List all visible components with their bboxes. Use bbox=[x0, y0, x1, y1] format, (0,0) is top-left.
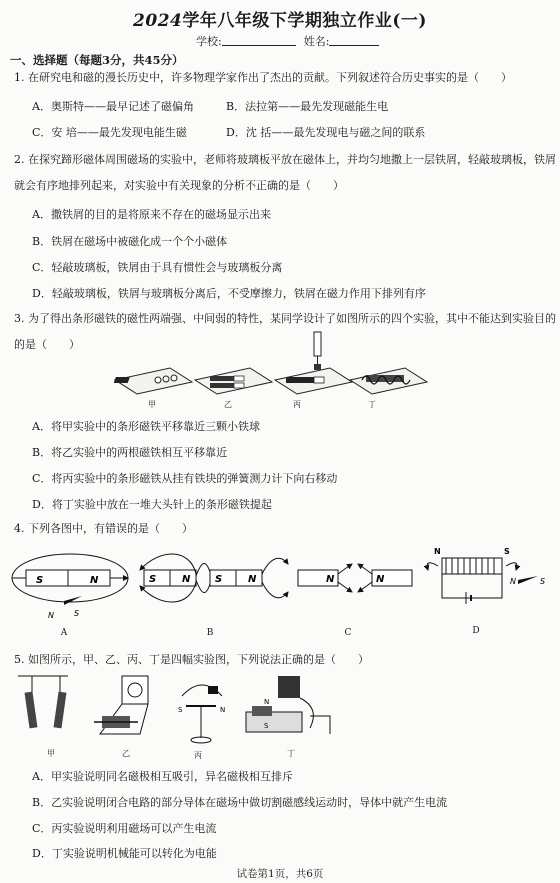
q2-stem-line1: 2. 在探究蹄形磁体周围磁场的实验中，老师将玻璃板平放在磁体上，并均匀地撒上一层铁屑，轻敲玻璃板，铁屑 bbox=[14, 153, 556, 166]
svg-text:N: N bbox=[376, 574, 385, 585]
q5-option-b: B．乙实验说明闭合电路的部分导体在磁场中做切割磁感线运动时，导体中就产生电流 bbox=[32, 796, 448, 809]
q4-figures bbox=[10, 540, 550, 630]
name-label: 姓名: bbox=[303, 35, 330, 48]
q3-fig-ding bbox=[350, 368, 427, 394]
school-blank[interactable] bbox=[222, 35, 296, 46]
q5-figures bbox=[10, 672, 350, 748]
q1-option-b: B．法拉第——最先发现磁能生电 bbox=[226, 100, 389, 113]
q5-caption-bing: 丙 bbox=[194, 751, 202, 760]
q3-fig-bing bbox=[275, 332, 352, 394]
q4-fig-c bbox=[298, 564, 412, 592]
svg-text:N: N bbox=[248, 574, 257, 585]
q3-option-c: C．将丙实验中的条形磁铁从挂有铁块的弹簧测力计下向右移动 bbox=[32, 472, 338, 485]
q3-stem-line2: 的是（ ） bbox=[14, 338, 80, 351]
svg-text:S: S bbox=[540, 577, 546, 586]
q4-stem: 4. 下列各图中，有错误的是（ ） bbox=[14, 522, 193, 535]
q1-option-d: D．沈 括——最先发现电与磁之间的联系 bbox=[226, 126, 426, 139]
svg-text:N: N bbox=[90, 575, 99, 586]
q4-label-c: C bbox=[344, 628, 352, 638]
page-footer: 试卷第1页，共6页 bbox=[236, 868, 324, 880]
q3-caption-jia: 甲 bbox=[148, 400, 156, 409]
q3-option-b: B．将乙实验中的两根磁铁相互平移靠近 bbox=[32, 446, 228, 459]
svg-text:S: S bbox=[264, 722, 269, 730]
svg-text:S: S bbox=[74, 609, 80, 618]
q5-fig-yi bbox=[94, 676, 148, 734]
q3-caption-yi: 乙 bbox=[224, 400, 232, 409]
section-heading: 一、选择题（每题3分，共45分） bbox=[10, 53, 184, 67]
svg-text:S: S bbox=[215, 574, 223, 585]
name-blank[interactable] bbox=[329, 35, 379, 46]
q5-option-c: C．丙实验说明利用磁场可以产生电流 bbox=[32, 822, 217, 835]
q4-label-a: A bbox=[60, 628, 68, 638]
q2-option-b: B．铁屑在磁场中被磁化成一个个小磁体 bbox=[32, 235, 228, 248]
q3-stem-line1: 3. 为了得出条形磁铁的磁性两端强、中间弱的特性，某同学设计了如图所示的四个实验，其中不能达到实验目的 bbox=[14, 312, 556, 325]
q5-fig-jia bbox=[18, 676, 68, 728]
student-info bbox=[196, 33, 387, 49]
q1-stem: 1. 在研究电和磁的漫长历史中，许多物理学家作出了杰出的贡献。下列叙述符合历史事实的是（ ） bbox=[14, 71, 512, 84]
q5-fig-bing bbox=[178, 685, 225, 743]
q3-caption-ding: 丁 bbox=[368, 400, 376, 409]
q2-option-c: C．轻敲玻璃板，铁屑由于具有惯性会与玻璃板分离 bbox=[32, 261, 283, 274]
q5-option-a: A．甲实验说明同名磁极相互吸引，异名磁极相互排斥 bbox=[32, 770, 293, 783]
svg-text:N: N bbox=[220, 706, 226, 714]
q4-fig-d bbox=[427, 547, 545, 604]
svg-text:S: S bbox=[36, 575, 44, 586]
q2-option-a: A．撒铁屑的目的是将原来不存在的磁场显示出来 bbox=[32, 208, 271, 221]
svg-text:N: N bbox=[264, 698, 270, 706]
svg-text:N: N bbox=[510, 577, 516, 586]
title-year: 2024 bbox=[133, 11, 183, 31]
svg-text:N: N bbox=[182, 574, 191, 585]
q4-fig-a bbox=[12, 554, 128, 620]
q2-option-d: D．轻敲玻璃板，铁屑与玻璃板分离后，不受摩擦力，铁屑在磁力作用下排列有序 bbox=[32, 287, 426, 300]
q3-caption-bing: 丙 bbox=[293, 400, 301, 409]
q4-label-d: D bbox=[472, 626, 480, 636]
q5-caption-ding: 丁 bbox=[287, 749, 295, 758]
svg-text:N: N bbox=[48, 611, 54, 620]
q5-option-d: D．丁实验说明机械能可以转化为电能 bbox=[32, 847, 217, 860]
q3-fig-yi bbox=[195, 368, 272, 394]
page-title bbox=[0, 6, 560, 31]
title-text: 学年八年级下学期独立作业(一) bbox=[182, 11, 427, 31]
svg-text:N: N bbox=[326, 574, 335, 585]
q3-figures bbox=[100, 330, 430, 410]
svg-text:S: S bbox=[178, 706, 183, 714]
svg-text:N: N bbox=[434, 547, 441, 556]
q4-label-b: B bbox=[206, 628, 214, 638]
svg-text:S: S bbox=[504, 547, 510, 556]
q1-option-c: C．安 培——最先发现电能生磁 bbox=[32, 126, 187, 139]
q5-stem: 5. 如图所示，甲、乙、丙、丁是四幅实验图，下列说法正确的是（ ） bbox=[14, 653, 369, 666]
q5-fig-ding bbox=[246, 676, 330, 734]
q1-option-a: A．奥斯特——最早记述了磁偏角 bbox=[32, 100, 194, 113]
q3-fig-jia bbox=[114, 368, 192, 394]
svg-text:S: S bbox=[149, 574, 157, 585]
school-label: 学校: bbox=[196, 35, 222, 48]
q5-caption-jia: 甲 bbox=[47, 749, 55, 758]
q3-option-d: D．将丁实验中放在一堆大头针上的条形磁铁提起 bbox=[32, 498, 272, 511]
q2-stem-line2: 就会有序地排列起来，对实验中有关现象的分析不正确的是（ ） bbox=[14, 179, 344, 192]
q3-option-a: A．将甲实验中的条形磁铁平移靠近三颗小铁球 bbox=[32, 420, 260, 433]
q5-caption-yi: 乙 bbox=[122, 749, 130, 758]
q4-fig-b bbox=[140, 554, 288, 602]
